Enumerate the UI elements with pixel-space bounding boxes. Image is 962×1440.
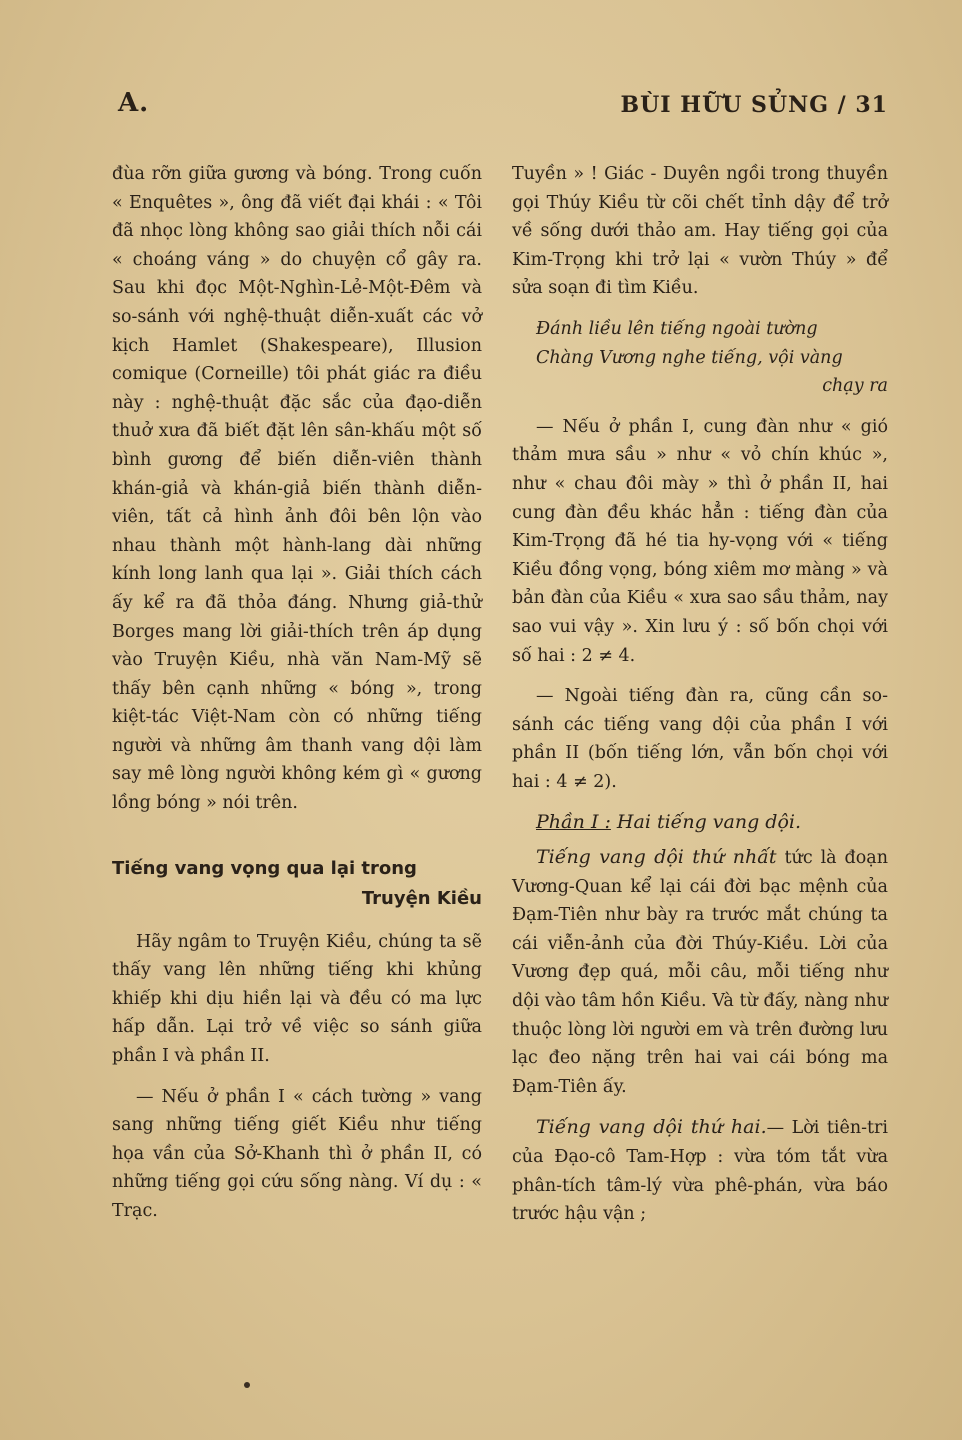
verse-line: chạy ra (822, 376, 888, 397)
paragraph (512, 843, 888, 1101)
paragraph-body: — Lời tiên-tri của Đạo-cô Tam-Hợp : vừa tóm tắt vừa phân-tích tâm-lý vừa phê-phán, vừa báo trước hậu vận ; (512, 1118, 888, 1225)
paragraph: Tuyền » ! Giác - Duyên ngồi trong thuyền gọi Thúy Kiều từ cõi chết tỉnh dậy để trở về sống dưới thảo am. Hay tiếng gọi của Kim-Trọng khi trở lại « vườn Thúy » để sửa soạn đi tìm Kiều. (512, 164, 888, 299)
paragraph (512, 1113, 888, 1228)
right-column (512, 160, 888, 1229)
verse-line: Chàng Vương nghe tiếng, vội vàng (536, 347, 843, 368)
left-column (112, 160, 482, 1226)
ink-dot (244, 1382, 250, 1388)
subsection-heading (512, 808, 888, 837)
section-heading-line-1: Tiếng vang vọng qua lại trong (112, 857, 417, 879)
section-heading (112, 854, 482, 914)
page-header-left: A. (118, 88, 150, 118)
verse-line: Đánh liều lên tiếng ngoài tường (536, 318, 818, 339)
running-header: BÙI HỮU SỦNG / 31 (620, 92, 888, 118)
paragraph: — Nếu ở phần I, cung đàn như « gió thảm mưa sầu » như « vỏ chín khúc », như « chau đôi mày » thì ở phần II, hai cung đàn đều khác hẳn : tiếng đàn của Kim-Trọng đã hé tia hy-vọng với « tiếng Kiều đồng vọng, bóng xiêm mơ màng » và bản đàn của Kiều « xưa sao sầu thảm, nay sao vui vậy ». Xin lưu ý : số bốn chọi với số hai : 2 ≠ 4. (512, 416, 888, 666)
paragraph: — Nếu ở phần I « cách tường » vang sang những tiếng giết Kiều như tiếng họa vần của Sở-Khanh thì ở phần II, có những tiếng gọi cứu sống nàng. Ví dụ : « Trạc. (112, 1086, 482, 1221)
paragraph-lead: Tiếng vang dội thứ nhất (536, 846, 777, 869)
verse-quote (512, 315, 888, 401)
subsection-text: Hai tiếng vang dội. (610, 811, 802, 834)
subsection-label: Phần I : (536, 811, 611, 834)
section-heading-line-2: Truyện Kiều (361, 887, 482, 909)
paragraph: — Ngoài tiếng đàn ra, cũng cần so-sánh các tiếng vang dội của phần I với phần II (bốn tiếng lớn, vẫn bốn chọi với hai : 4 ≠ 2). (512, 686, 888, 792)
paragraph-lead: Tiếng vang dội thứ hai. (536, 1116, 767, 1139)
paragraph-body: tức là đoạn Vương-Quan kể lại cái đời bạc mệnh của Đạm-Tiên như bày ra trước mắt chúng ta cái viễn-ảnh của đời Thúy-Kiều. Lời của Vương đẹp quá, mỗi câu, mỗi tiếng như dội vào tâm hồn Kiều. Và từ đấy, nàng như thuộc lòng lời người em và trên đường lưu lạc đeo nặng trên hai vai cái bóng ma Đạm-Tiên ấy. (512, 848, 888, 1097)
paragraph: Hãy ngâm to Truyện Kiều, chúng ta sẽ thấy vang lên những tiếng khi khủng khiếp khi dịu hiền lại và đều có ma lực hấp dẫn. Lại trở về việc so sánh giữa phần I và phần II. (112, 931, 482, 1067)
paragraph: đùa rỡn giữa gương và bóng. Trong cuốn « Enquêtes », ông đã viết đại khái : « Tôi đã nhọc lòng không sao giải thích nỗi cái « choáng váng » do chuyện cổ gây ra. Sau khi đọc Một-Nghìn-Lẻ-Một-Đêm và so-sánh với nghệ-thuật diễn-xuất các vở kịch Hamlet (Shakespeare), Illusion comique (Corneille) tôi phát giác ra điều này : nghệ-thuật đặc sắc của đạo-diễn thuở xưa đã biết đặt lên sân-khấu một số bình gương để biến diễn-viên thành khán-giả và khán-giả biến thành diễn-viên, tất cả hình ảnh đôi bên lộn vào nhau thành một hành-lang dài những kính long lanh qua lại ». Giải thích cách ấy kể ra đã thỏa đáng. Nhưng giả-thử Borges mang lời giải-thích trên áp dụng vào Truyện Kiều, nhà văn Nam-Mỹ sẽ thấy bên cạnh những « bóng », trong kiệt-tác Việt-Nam còn có những tiếng người và những âm thanh vang dội làm say mê lòng người không kém gì « gương lồng bóng » nói trên. (112, 164, 482, 814)
